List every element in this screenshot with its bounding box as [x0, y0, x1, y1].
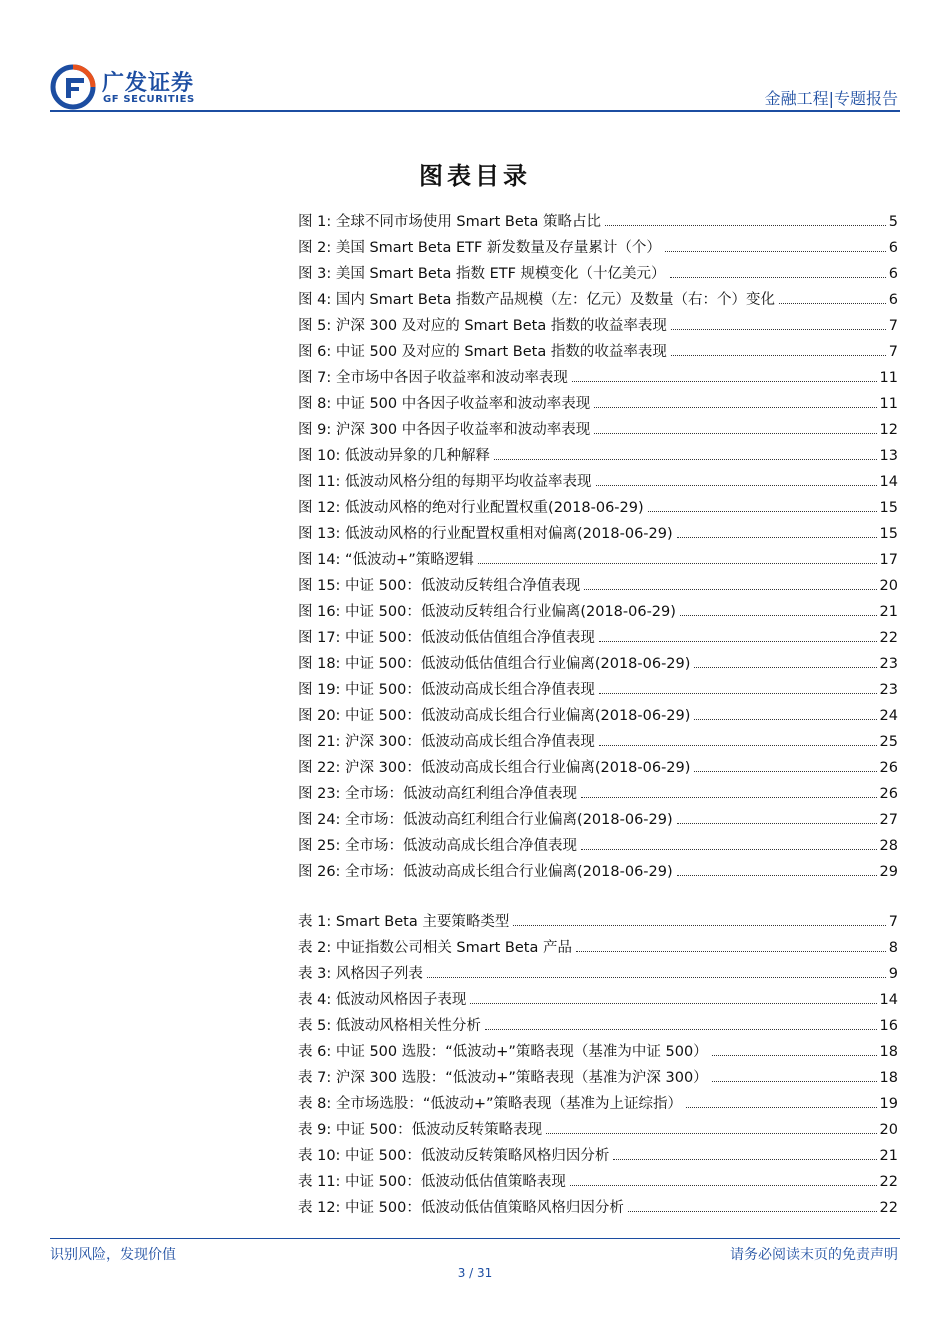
toc-entry-page: 16 [879, 1018, 898, 1034]
toc-entry-page: 17 [879, 552, 898, 568]
dot-leader [670, 276, 886, 278]
figure-toc-entry[interactable] [298, 521, 898, 547]
dot-leader [581, 848, 876, 850]
dot-leader [694, 770, 876, 772]
dot-leader [694, 718, 876, 720]
toc-entry-label: 图 25: 全市场：低波动高成长组合净值表现 [298, 838, 578, 854]
figure-toc-entry[interactable] [298, 625, 898, 651]
figure-toc-entry[interactable] [298, 261, 898, 287]
figure-list [298, 209, 898, 885]
company-logo [50, 64, 210, 110]
figure-toc-entry[interactable] [298, 755, 898, 781]
dot-leader [605, 224, 886, 226]
toc-entry-page: 6 [888, 266, 898, 282]
toc-entry-label: 表 7: 沪深 300 选股：“低波动+”策略表现（基准为沪深 300） [298, 1070, 708, 1086]
figure-toc-entry[interactable] [298, 365, 898, 391]
figure-toc-entry[interactable] [298, 495, 898, 521]
dot-leader [427, 976, 886, 978]
toc-entry-page: 9 [888, 966, 898, 982]
toc-entry-label: 图 5: 沪深 300 及对应的 Smart Beta 指数的收益率表现 [298, 318, 667, 334]
table-toc-entry[interactable] [298, 909, 898, 935]
figure-toc-entry[interactable] [298, 651, 898, 677]
table-toc-entry[interactable] [298, 1195, 898, 1221]
figure-toc-entry[interactable] [298, 781, 898, 807]
toc-entry-label: 表 1: Smart Beta 主要策略类型 [298, 914, 510, 930]
toc-entry-label: 表 11: 中证 500：低波动低估值策略表现 [298, 1174, 566, 1190]
figure-toc-entry[interactable] [298, 209, 898, 235]
toc-entry-label: 表 9: 中证 500：低波动反转策略表现 [298, 1122, 543, 1138]
toc-entry-page: 6 [888, 292, 898, 308]
footer-divider [50, 1238, 900, 1239]
table-toc-entry[interactable] [298, 987, 898, 1013]
dot-leader [576, 950, 886, 952]
toc-entry-page: 18 [879, 1044, 898, 1060]
dot-leader [712, 1080, 877, 1082]
dot-leader [572, 380, 877, 382]
dot-leader [671, 354, 886, 356]
figure-toc-entry[interactable] [298, 547, 898, 573]
footer-disclaimer-note: 请务必阅读末页的免责声明 [730, 1247, 898, 1263]
dot-leader [628, 1210, 877, 1212]
toc-entry-page: 5 [888, 214, 898, 230]
toc-entry-label: 表 12: 中证 500：低波动低估值策略风格归因分析 [298, 1200, 624, 1216]
dot-leader [594, 406, 876, 408]
toc-entry-page: 6 [888, 240, 898, 256]
figure-toc-entry[interactable] [298, 573, 898, 599]
toc-entry-label: 图 14: “低波动+”策略逻辑 [298, 552, 474, 568]
toc-entry-label: 图 7: 全市场中各因子收益率和波动率表现 [298, 370, 568, 386]
toc-entry-label: 图 18: 中证 500：低波动低估值组合行业偏离(2018-06-29) [298, 656, 691, 672]
dot-leader [570, 1184, 877, 1186]
toc-entry-page: 19 [879, 1096, 898, 1112]
toc-entry-page: 7 [888, 914, 898, 930]
dot-leader [470, 1002, 876, 1004]
toc-entry-label: 图 22: 沪深 300：低波动高成长组合行业偏离(2018-06-29) [298, 760, 691, 776]
toc-entry-label: 图 2: 美国 Smart Beta ETF 新发数量及存量累计（个） [298, 240, 661, 256]
dot-leader [677, 822, 877, 824]
table-toc-entry[interactable] [298, 1091, 898, 1117]
figure-toc-entry[interactable] [298, 599, 898, 625]
toc-entry-label: 图 24: 全市场：低波动高红利组合行业偏离(2018-06-29) [298, 812, 673, 828]
toc-entry-page: 26 [879, 760, 898, 776]
toc-entry-page: 20 [879, 1122, 898, 1138]
table-toc-entry[interactable] [298, 1039, 898, 1065]
figure-toc-entry[interactable] [298, 833, 898, 859]
footer-slogan: 识别风险，发现价值 [50, 1247, 176, 1263]
toc-entry-label: 图 10: 低波动异象的几种解释 [298, 448, 491, 464]
dot-leader [671, 328, 886, 330]
toc-entry-page: 12 [879, 422, 898, 438]
dot-leader [599, 692, 877, 694]
toc-entry-label: 表 5: 低波动风格相关性分析 [298, 1018, 481, 1034]
dot-leader [694, 666, 876, 668]
toc-entry-label: 图 26: 全市场：低波动高成长组合行业偏离(2018-06-29) [298, 864, 673, 880]
dot-leader [648, 510, 877, 512]
toc-entry-label: 图 20: 中证 500：低波动高成长组合行业偏离(2018-06-29) [298, 708, 691, 724]
toc-entry-page: 11 [879, 396, 898, 412]
toc-entry-label: 表 10: 中证 500：低波动反转策略风格归因分析 [298, 1148, 610, 1164]
toc-entry-label: 图 12: 低波动风格的绝对行业配置权重(2018-06-29) [298, 500, 644, 516]
dot-leader [594, 432, 876, 434]
table-list [298, 909, 898, 1221]
toc-entry-label: 图 3: 美国 Smart Beta 指数 ETF 规模变化（十亿美元） [298, 266, 666, 282]
dot-leader [680, 614, 877, 616]
dot-leader [677, 874, 877, 876]
toc-entry-page: 22 [879, 630, 898, 646]
toc-entry-label: 表 4: 低波动风格因子表现 [298, 992, 467, 1008]
dot-leader [494, 458, 876, 460]
toc-entry-label: 图 19: 中证 500：低波动高成长组合净值表现 [298, 682, 595, 698]
figure-toc-entry[interactable] [298, 677, 898, 703]
toc-entry-label: 图 21: 沪深 300：低波动高成长组合净值表现 [298, 734, 595, 750]
toc-entry-page: 14 [879, 474, 898, 490]
toc-entry-page: 21 [879, 1148, 898, 1164]
toc-entry-page: 22 [879, 1200, 898, 1216]
toc-entry-label: 表 8: 全市场选股：“低波动+”策略表现（基准为上证综指） [298, 1096, 683, 1112]
toc-entry-page: 11 [879, 370, 898, 386]
figure-toc-entry[interactable] [298, 443, 898, 469]
dot-leader [677, 536, 877, 538]
table-toc-entry[interactable] [298, 935, 898, 961]
page-number: 3 / 31 [457, 1266, 493, 1280]
toc-entry-page: 8 [888, 940, 898, 956]
toc-entry-label: 图 6: 中证 500 及对应的 Smart Beta 指数的收益率表现 [298, 344, 667, 360]
toc-entry-page: 14 [879, 992, 898, 1008]
toc-entry-label: 表 6: 中证 500 选股：“低波动+”策略表现（基准为中证 500） [298, 1044, 708, 1060]
dot-leader [613, 1158, 876, 1160]
toc-entry-label: 图 17: 中证 500：低波动低估值组合净值表现 [298, 630, 595, 646]
figure-toc-entry[interactable] [298, 703, 898, 729]
toc-entry-label: 图 11: 低波动风格分组的每期平均收益率表现 [298, 474, 592, 490]
toc-entry-label: 图 13: 低波动风格的行业配置权重相对偏离(2018-06-29) [298, 526, 673, 542]
toc-entry-page: 29 [879, 864, 898, 880]
dot-leader [596, 484, 877, 486]
figure-toc-entry[interactable] [298, 469, 898, 495]
dot-leader [581, 796, 876, 798]
toc-entry-page: 7 [888, 344, 898, 360]
dot-leader [665, 250, 886, 252]
toc-entry-page: 7 [888, 318, 898, 334]
table-toc-entry[interactable] [298, 1169, 898, 1195]
toc-entry-page: 23 [879, 656, 898, 672]
table-toc-entry[interactable] [298, 961, 898, 987]
toc-entry-label: 图 23: 全市场：低波动高红利组合净值表现 [298, 786, 578, 802]
toc-entry-label: 图 9: 沪深 300 中各因子收益率和波动率表现 [298, 422, 591, 438]
dot-leader [712, 1054, 877, 1056]
logo-chinese-text: 广发证券 [102, 71, 195, 96]
toc-entry-page: 28 [879, 838, 898, 854]
table-toc-entry[interactable] [298, 1117, 898, 1143]
figure-toc-entry[interactable] [298, 235, 898, 261]
figure-toc-entry[interactable] [298, 339, 898, 365]
dot-leader [686, 1106, 877, 1108]
toc-entry-page: 20 [879, 578, 898, 594]
dot-leader [485, 1028, 877, 1030]
dot-leader [584, 588, 876, 590]
dot-leader [478, 562, 877, 564]
figure-toc-entry[interactable] [298, 287, 898, 313]
figure-toc-entry[interactable] [298, 417, 898, 443]
toc-entry-label: 图 1: 全球不同市场使用 Smart Beta 策略占比 [298, 214, 601, 230]
toc-entry-page: 21 [879, 604, 898, 620]
toc-entry-page: 15 [879, 526, 898, 542]
logo-english-text: GF SECURITIES [103, 94, 195, 105]
dot-leader [599, 640, 877, 642]
dot-leader [546, 1132, 876, 1134]
toc-entry-label: 图 15: 中证 500：低波动反转组合净值表现 [298, 578, 581, 594]
toc-entry-label: 表 2: 中证指数公司相关 Smart Beta 产品 [298, 940, 572, 956]
toc-entry-label: 图 8: 中证 500 中各因子收益率和波动率表现 [298, 396, 591, 412]
dot-leader [779, 302, 886, 304]
toc-entry-page: 24 [879, 708, 898, 724]
toc-entry-page: 25 [879, 734, 898, 750]
figure-toc-entry[interactable] [298, 807, 898, 833]
toc-entry-page: 22 [879, 1174, 898, 1190]
figure-toc-entry[interactable] [298, 859, 898, 885]
table-toc-entry[interactable] [298, 1065, 898, 1091]
table-toc-entry[interactable] [298, 1143, 898, 1169]
report-category: 金融工程|专题报告 [764, 89, 898, 108]
toc-entry-label: 图 4: 国内 Smart Beta 指数产品规模（左：亿元）及数量（右：个）变化 [298, 292, 775, 308]
figure-toc-entry[interactable] [298, 391, 898, 417]
gf-logo-icon [50, 64, 96, 110]
toc-entry-page: 23 [879, 682, 898, 698]
dot-leader [513, 924, 885, 926]
toc-entry-page: 13 [879, 448, 898, 464]
toc-entry-page: 27 [879, 812, 898, 828]
toc-entry-label: 表 3: 风格因子列表 [298, 966, 423, 982]
toc-entry-page: 18 [879, 1070, 898, 1086]
figure-toc-entry[interactable] [298, 729, 898, 755]
table-toc-entry[interactable] [298, 1013, 898, 1039]
toc-entry-page: 15 [879, 500, 898, 516]
figure-toc-entry[interactable] [298, 313, 898, 339]
header-divider [50, 110, 900, 112]
toc-entry-page: 26 [879, 786, 898, 802]
dot-leader [599, 744, 877, 746]
toc-entry-label: 图 16: 中证 500：低波动反转组合行业偏离(2018-06-29) [298, 604, 676, 620]
page-title: 图表目录 [419, 162, 531, 190]
